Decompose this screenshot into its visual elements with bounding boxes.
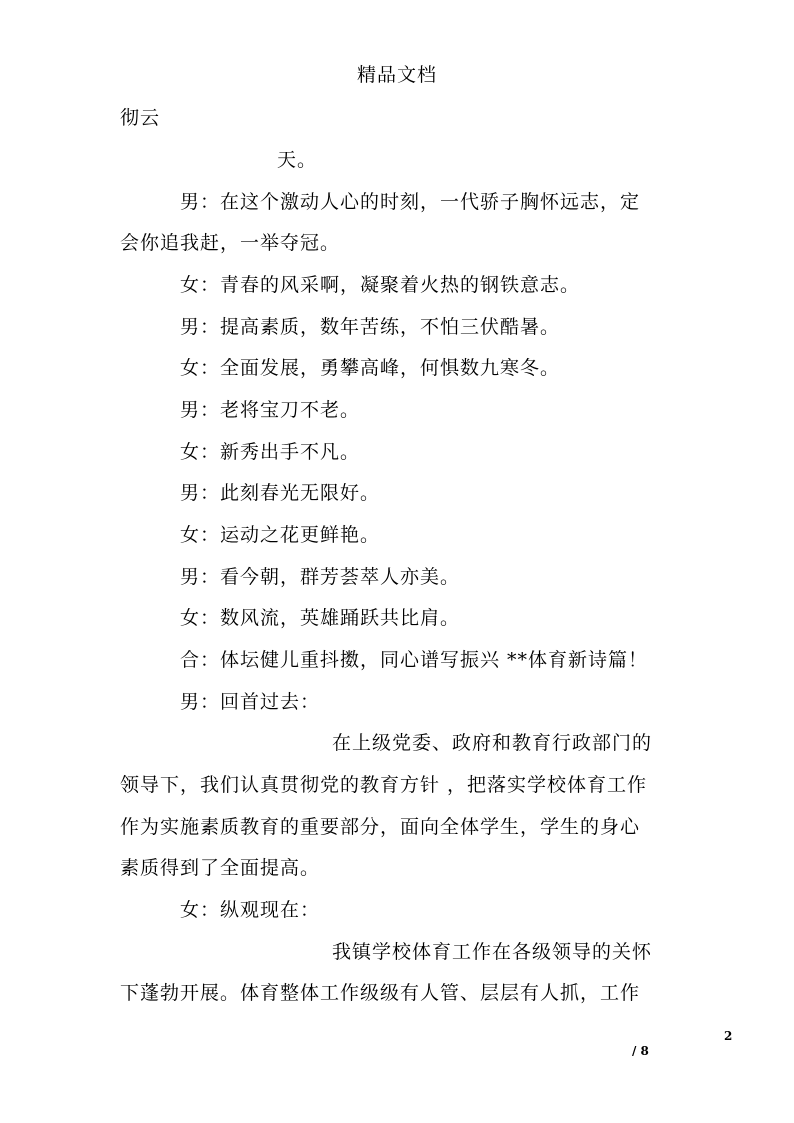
text-line: 作为实施素质教育的重要部分，面向全体学生，学生的身心 <box>120 816 641 838</box>
text-line: 男：回首过去： <box>180 691 321 713</box>
text-line: 男：提高素质，数年苦练，不怕三伏酷暑。 <box>180 316 561 338</box>
text-line: 彻云 <box>120 107 161 129</box>
text-line: 女：运动之花更鲜艳。 <box>180 524 381 546</box>
text-line: 在上级党委、政府和教育行政部门的 <box>332 732 653 754</box>
text-line: 下蓬勃开展。体育整体工作级级有人管、层层有人抓，工作 <box>120 982 641 1004</box>
page-number: 2 <box>724 1029 733 1043</box>
text-line: 女：青春的风采啊，凝聚着火热的钢铁意志。 <box>180 274 581 296</box>
text-line: 天。 <box>277 149 318 171</box>
text-line: 男：此刻春光无限好。 <box>180 482 381 504</box>
text-line: 会你追我赶，一举夺冠。 <box>120 232 341 254</box>
text-line: 女：数风流，英雄踊跃共比肩。 <box>180 607 461 629</box>
text-line: 女：全面发展，勇攀高峰，何惧数九寒冬。 <box>180 357 561 379</box>
text-line: 合：体坛健儿重抖擞，同心谱写振兴 **体育新诗篇！ <box>180 649 649 671</box>
text-line: 我镇学校体育工作在各级领导的关怀 <box>332 941 653 963</box>
page-total: / 8 <box>632 1044 649 1058</box>
text-line: 男：在这个激动人心的时刻，一代骄子胸怀远志，定 <box>180 191 641 213</box>
text-line: 领导下，我们认真贯彻党的教育方针 ，把落实学校体育工作 <box>120 774 648 796</box>
text-line: 女：新秀出手不凡。 <box>180 441 361 463</box>
page-header-title: 精品文档 <box>356 64 437 86</box>
text-line: 男：看今朝，群芳荟萃人亦美。 <box>180 566 461 588</box>
text-line: 男：老将宝刀不老。 <box>180 399 361 421</box>
text-line: 素质得到了全面提高。 <box>120 857 321 879</box>
text-line: 女：纵观现在： <box>180 899 321 921</box>
